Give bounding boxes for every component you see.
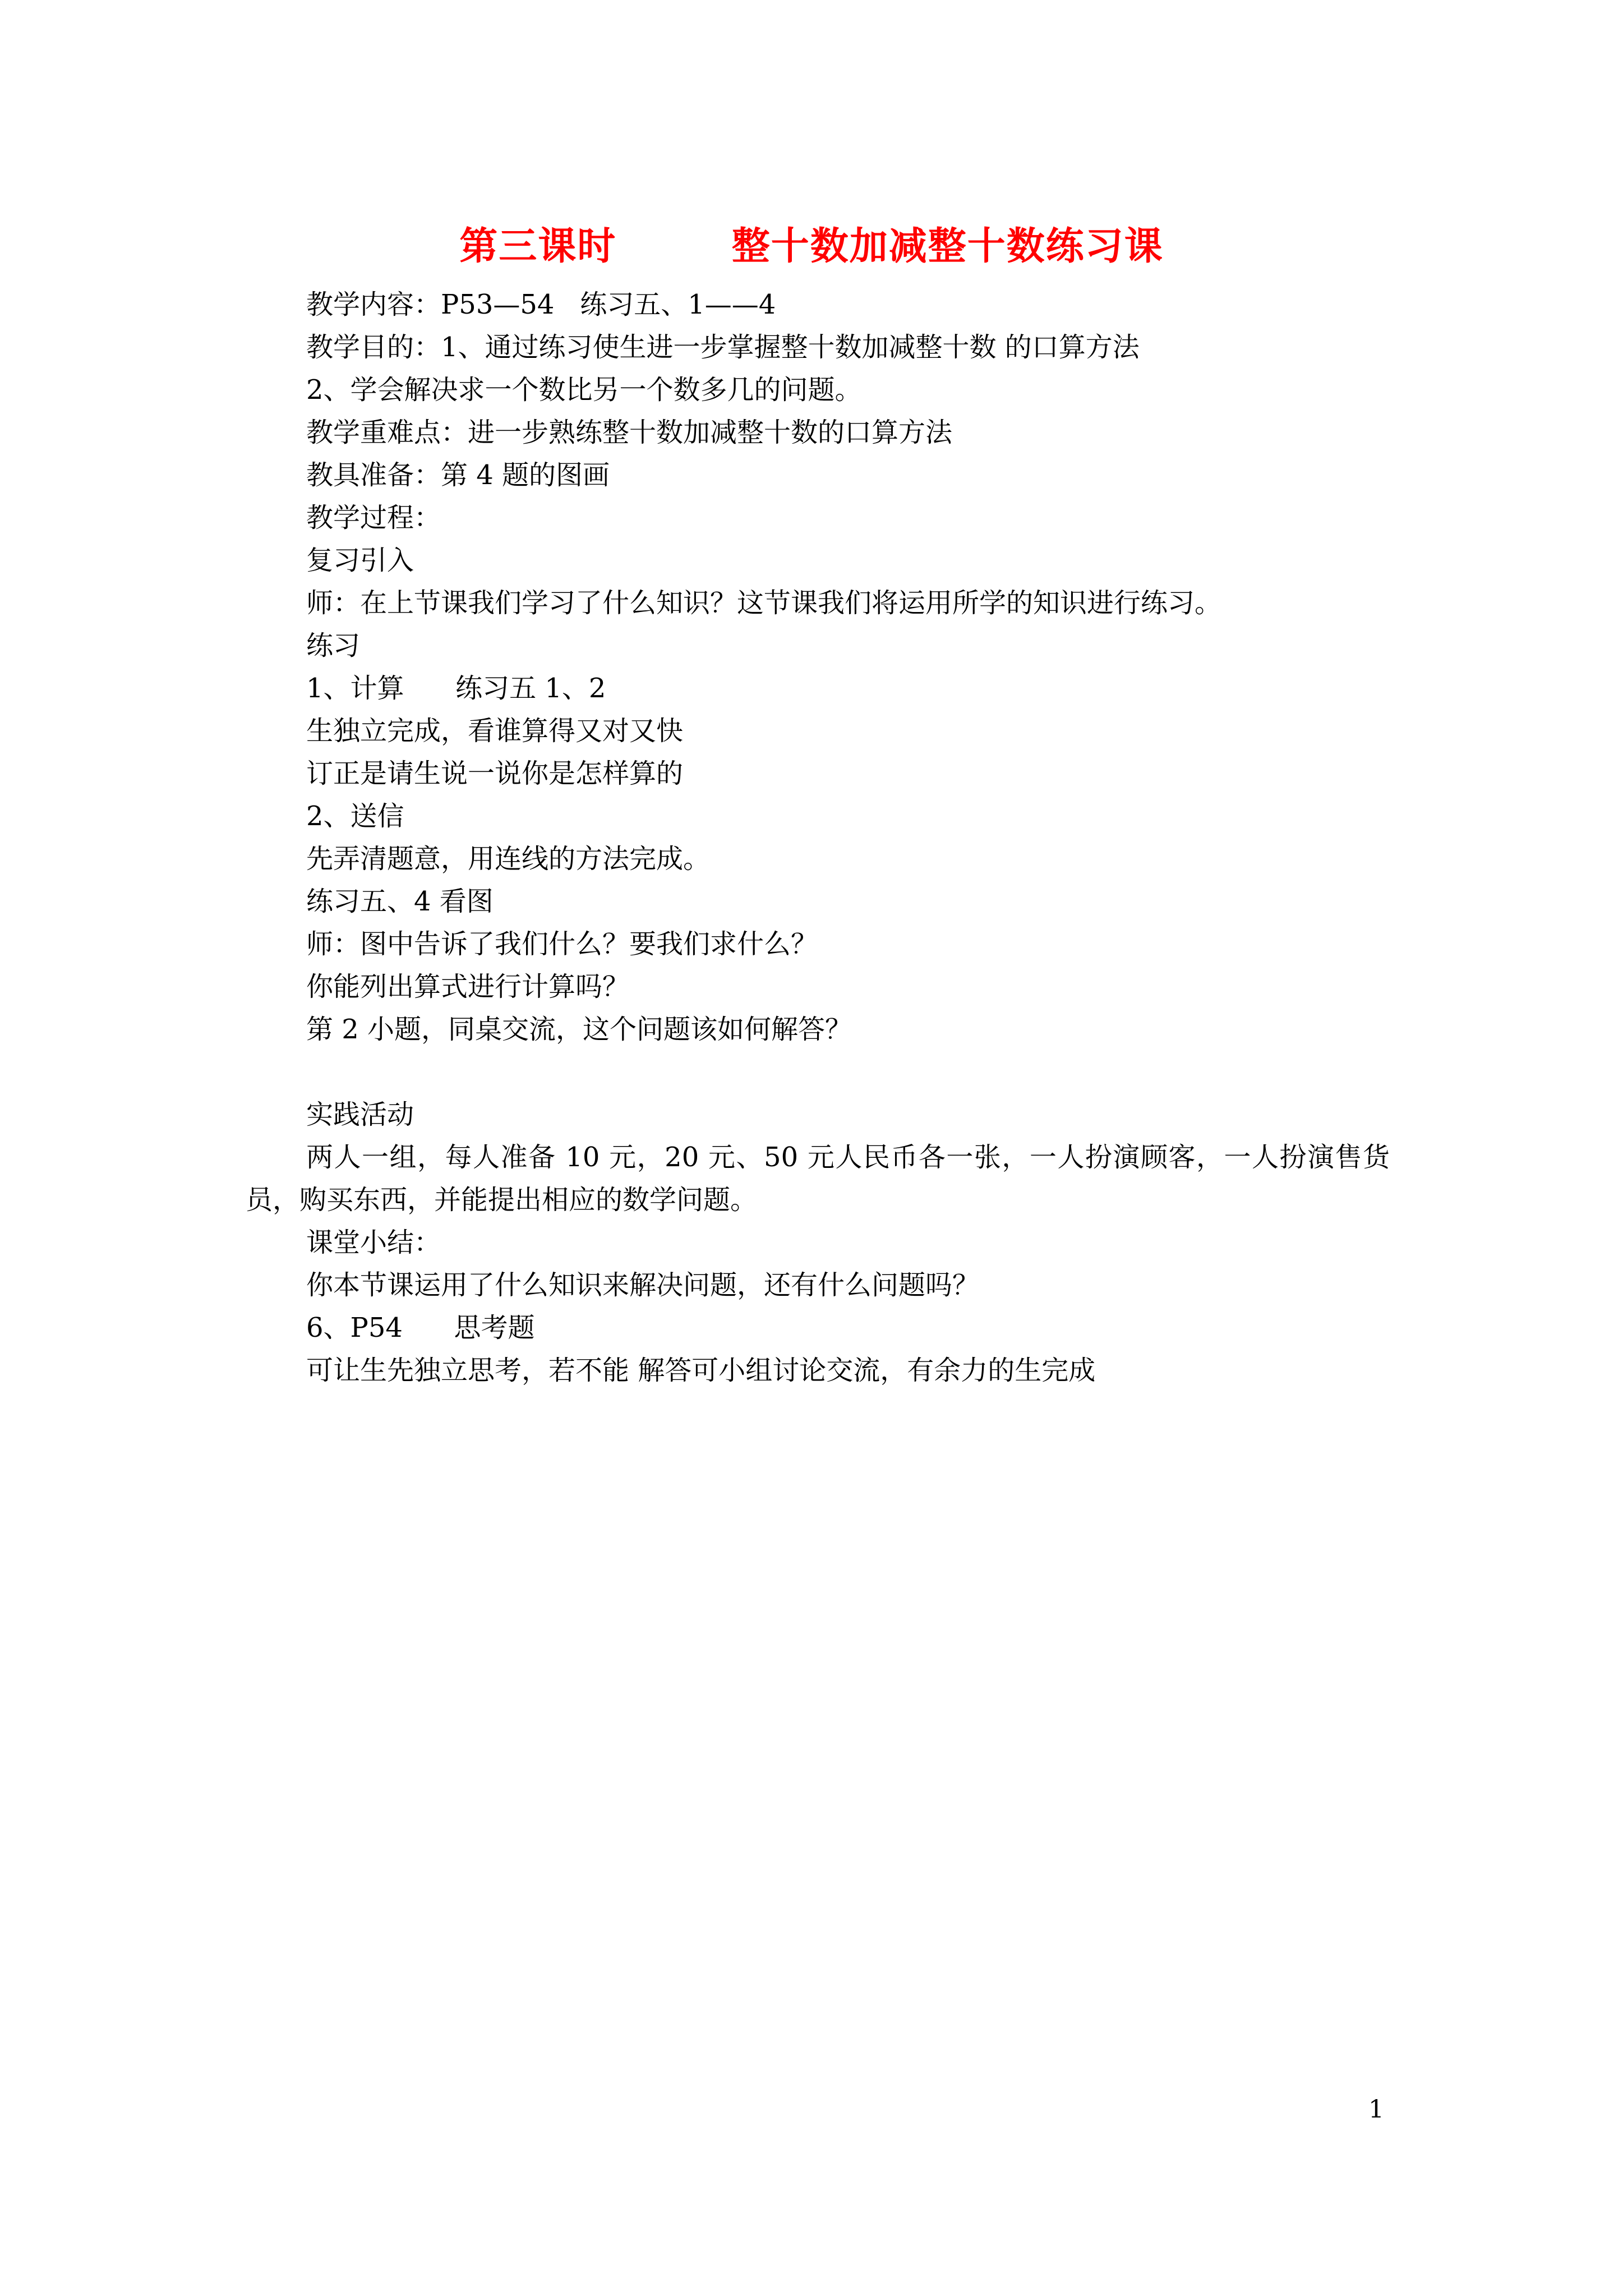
practice-item-2: 2、送信 [306,800,404,832]
teacher-question-line: 师：在上节课我们学习了什么知识？这节课我们将运用所学的知识进行练习。 [306,587,1222,619]
practice-item-4: 练习五、4 看图 [306,886,494,917]
practice-item-4-question-1: 师：图中告诉了我们什么？要我们求什么？ [306,928,818,960]
document-title: 第三课时 整十数加减整十数练习课 [459,224,1164,269]
practice-item-1-note-2: 订正是请生说一说你是怎样算的 [306,758,684,789]
summary-question: 你本节课运用了什么知识来解决问题，还有什么问题吗？ [306,1269,980,1301]
practice-item-2-note: 先弄清题意，用连线的方法完成。 [306,843,711,875]
summary-heading: 课堂小结： [306,1227,441,1258]
practice-heading: 练习 [306,630,361,661]
thinking-question-note: 可让生先独立思考，若不能 解答可小组讨论交流，有余力的生完成 [306,1355,1096,1386]
process-heading: 教学过程： [306,502,441,533]
blank-line [246,1051,1390,1093]
activity-heading: 实践活动 [306,1099,414,1130]
document-body [246,283,1390,1392]
review-intro-heading: 复习引入 [306,545,414,576]
practice-item-4-question-3: 第 2 小题，同桌交流，这个问题该如何解答？ [306,1014,852,1045]
materials-line: 教具准备：第 4 题的图画 [306,459,610,491]
practice-item-1-note-1: 生独立完成，看谁算得又对又快 [306,715,684,747]
activity-paragraph: 两人一组，每人准备 10 元，20 元、50 元人民币各一张，一人扮演顾客，一人扮演售货员，购买东西，并能提出相应的数学问题。 [246,1142,1390,1216]
teaching-goal-line-1: 教学目的：1、通过练习使生进一步掌握整十数加减整十数 的口算方法 [306,332,1140,363]
key-difficulty-line: 教学重难点：进一步熟练整十数加减整十数的口算方法 [306,417,953,448]
teaching-goal-line-2: 2、学会解决求一个数比另一个数多几的问题。 [306,374,862,406]
practice-item-4-question-2: 你能列出算式进行计算吗？ [306,971,630,1002]
thinking-question-heading: 6、P54 思考题 [306,1312,535,1343]
page-number: 1 [1368,2095,1384,2124]
teaching-content-line: 教学内容：P53—54 练习五、1——4 [306,289,776,320]
practice-item-1: 1、计算 练习五 1、2 [306,673,606,704]
